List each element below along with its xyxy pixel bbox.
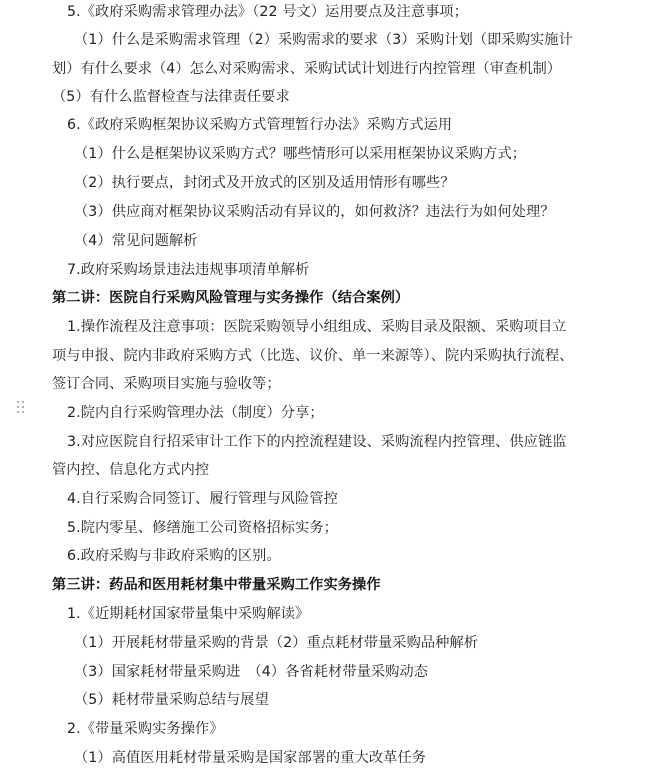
drag-dot <box>17 406 19 408</box>
text-line: 5.《政府采购需求管理办法》（22 号文）运用要点及注意事项； <box>67 4 468 20</box>
text-line: （3）供应商对框架协议采购活动有异议的，如何救济？违法行为如何处理？ <box>74 204 555 220</box>
text-line: （1）开展耗材带量采购的背景（2）重点耗材带量采购品种解析 <box>74 635 479 651</box>
drag-handle-icon[interactable] <box>17 401 25 415</box>
text-line: 1.操作流程及注意事项：医院采购领导小组组成、采购目录及限额、采购项目立 <box>67 319 567 335</box>
text-line: （1）什么是框架协议采购方式？哪些情形可以采用框架协议采购方式； <box>74 146 527 162</box>
text-line: （5）耗材带量采购总结与展望 <box>74 692 269 708</box>
text-line: 签订合同、采购项目实施与验收等； <box>52 376 281 392</box>
text-line: （1）高值医用耗材带量采购是国家部署的重大改革任务 <box>74 750 427 766</box>
text-line: （5）有什么监督检查与法律责任要求 <box>52 89 290 105</box>
drag-dot <box>22 401 24 403</box>
text-line: 2.院内自行采购管理办法（制度）分享； <box>67 405 324 421</box>
text-line: 7.政府采购场景违法违规事项清单解析 <box>67 262 310 278</box>
text-line: 3.对应医院自行招采审计工作下的内控流程建设、采购流程内控管理、供应链监 <box>67 434 567 450</box>
section-heading: 第二讲：医院自行采购风险管理与实务操作（结合案例） <box>52 290 410 306</box>
drag-dot <box>17 401 19 403</box>
drag-dot <box>22 411 24 413</box>
text-line: 项与申报、院内非政府采购方式（比选、议价、单一来源等）、院内采购执行流程、 <box>52 348 574 364</box>
text-line: 5.院内零星、修缮施工公司资格招标实务； <box>67 520 338 536</box>
text-line: 管内控、信息化方式内控 <box>52 462 210 478</box>
text-line: （2）执行要点，封闭式及开放式的区别及适用情形有哪些？ <box>74 175 455 191</box>
text-line: （3）国家耗材带量采购进 （4）各省耗材带量采购动态 <box>74 664 429 680</box>
text-line: 2.《带量采购实务操作》 <box>67 721 224 737</box>
text-line: 6.政府采购与非政府采购的区别。 <box>67 548 281 564</box>
drag-dot <box>17 411 19 413</box>
section-heading: 第三讲：药品和医用耗材集中带量采购工作实务操作 <box>52 577 381 593</box>
text-line: 6.《政府采购框架协议采购方式管理暂行办法》采购方式运用 <box>67 117 453 133</box>
text-line: 1.《近期耗材国家带量集中采购解读》 <box>67 606 310 622</box>
text-line: （1）什么是采购需求管理（2）采购需求的要求（3）采购计划（即采购实施计 <box>74 32 573 48</box>
text-line: （4）常见问题解析 <box>74 233 198 249</box>
text-line: 划）有什么要求（4）怎么对采购需求、采购试试计划进行内控管理（审查机制） <box>52 61 562 77</box>
drag-dot <box>22 406 24 408</box>
text-line: 4.自行采购合同签订、履行管理与风险管控 <box>67 491 338 507</box>
